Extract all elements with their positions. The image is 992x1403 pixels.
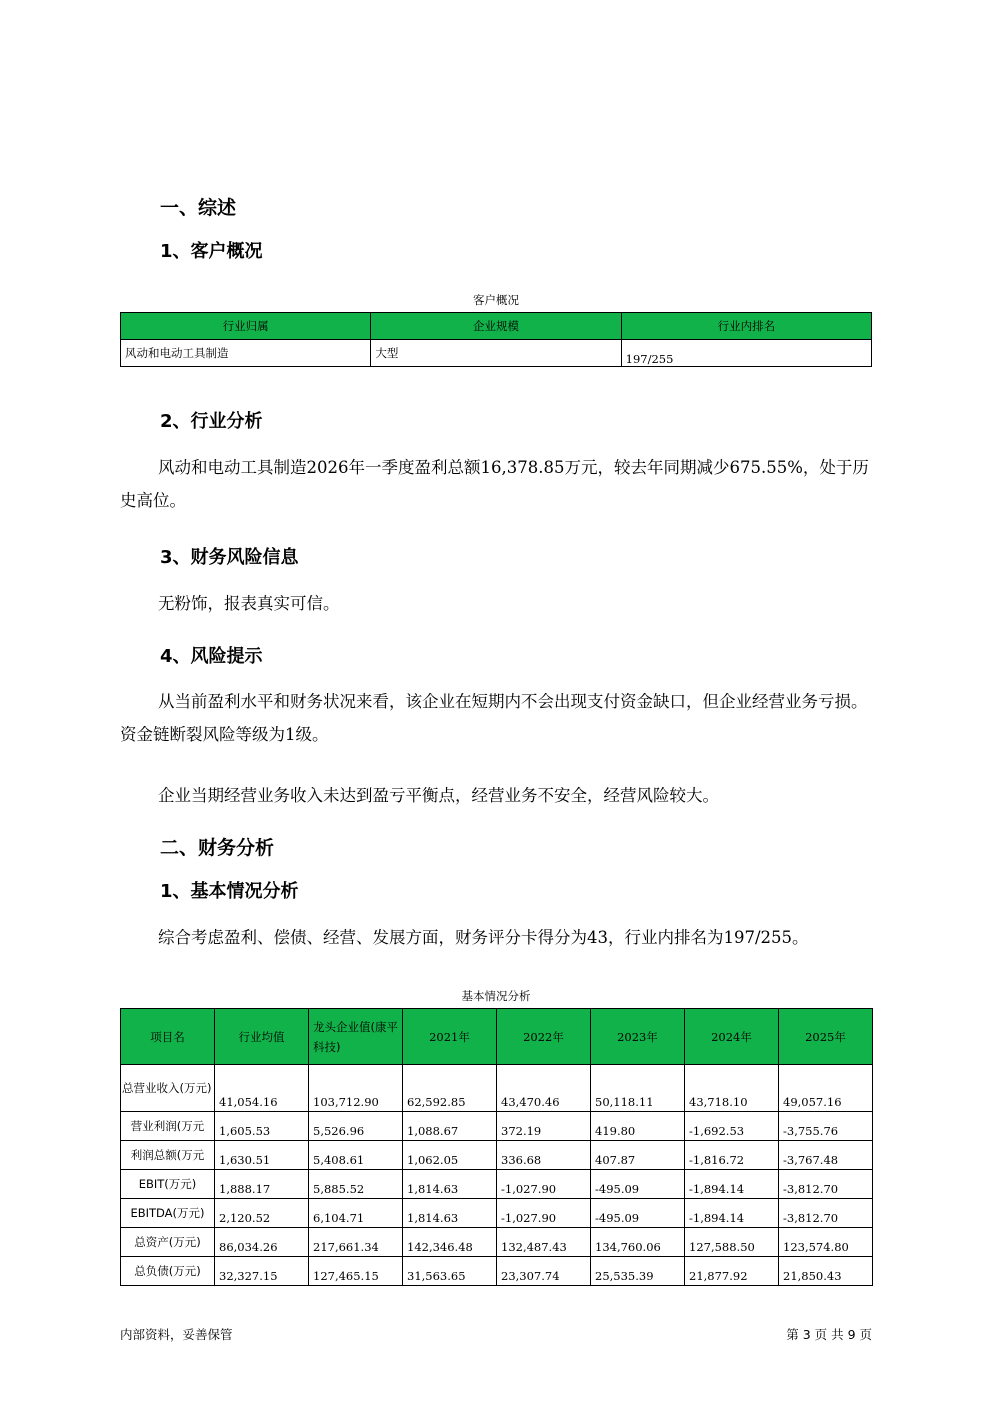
table-header-cell: 2025年 <box>779 1009 873 1065</box>
section-title-financial-analysis: 二、财务分析 <box>160 837 275 859</box>
risk-tip-paragraph-2: 企业当期经营业务收入未达到盈亏平衡点，经营业务不安全，经营风险较大。 <box>158 786 719 805</box>
table-header-row <box>121 1009 873 1065</box>
table-cell: 1,088.67 <box>403 1112 497 1141</box>
table-header-cell: 行业内排名 <box>621 313 871 340</box>
subsection-risk-tips: 4、风险提示 <box>160 646 263 667</box>
table-cell: 419.80 <box>591 1112 685 1141</box>
table-cell: 1,814.63 <box>403 1170 497 1199</box>
subsection-customer-overview: 1、客户概况 <box>160 241 263 262</box>
table-cell: 25,535.39 <box>591 1257 685 1286</box>
table-cell: 103,712.90 <box>309 1065 403 1112</box>
table-row <box>121 1170 873 1199</box>
table-row <box>121 1141 873 1170</box>
table-cell: 86,034.26 <box>215 1228 309 1257</box>
row-label-cell: 营业利润(万元 <box>121 1112 215 1141</box>
table-cell: -495.09 <box>591 1199 685 1228</box>
subsection-financial-risk: 3、财务风险信息 <box>160 547 299 568</box>
table-cell: 127,465.15 <box>309 1257 403 1286</box>
table-cell: 43,718.10 <box>685 1065 779 1112</box>
table-cell: 5,408.61 <box>309 1141 403 1170</box>
table-cell: 23,307.74 <box>497 1257 591 1286</box>
table-cell: 372.19 <box>497 1112 591 1141</box>
table-cell: 2,120.52 <box>215 1199 309 1228</box>
industry-paragraph: 风动和电动工具制造2026年一季度盈利总额16,378.85万元，较去年同期减少675.55%，处于历史高位。 <box>120 458 869 510</box>
table-header-cell: 2024年 <box>685 1009 779 1065</box>
row-label-cell: EBIT(万元) <box>121 1170 215 1199</box>
customer-table-caption: 客户概况 <box>473 293 519 307</box>
table-cell: -1,027.90 <box>497 1199 591 1228</box>
row-label-cell: 总资产(万元) <box>121 1228 215 1257</box>
table-cell: -495.09 <box>591 1170 685 1199</box>
table-cell: 49,057.16 <box>779 1065 873 1112</box>
table-cell: 6,104.71 <box>309 1199 403 1228</box>
table-cell: 5,885.52 <box>309 1170 403 1199</box>
footer-note: 内部资料，妥善保管 <box>120 1327 233 1342</box>
table-cell: 风动和电动工具制造 <box>121 340 371 367</box>
table-cell: -1,816.72 <box>685 1141 779 1170</box>
row-label-cell: EBITDA(万元) <box>121 1199 215 1228</box>
subsection-industry-analysis: 2、行业分析 <box>160 411 263 432</box>
table-row <box>121 1199 873 1228</box>
table-cell: 1,605.53 <box>215 1112 309 1141</box>
table-row <box>121 1257 873 1286</box>
table-cell: 1,630.51 <box>215 1141 309 1170</box>
table-cell: 62,592.85 <box>403 1065 497 1112</box>
table-cell: 21,850.43 <box>779 1257 873 1286</box>
table-cell: 32,327.15 <box>215 1257 309 1286</box>
subsection-basic-analysis: 1、基本情况分析 <box>160 881 299 902</box>
table-cell: -1,692.53 <box>685 1112 779 1141</box>
table-cell: 21,877.92 <box>685 1257 779 1286</box>
row-label-cell: 利润总额(万元 <box>121 1141 215 1170</box>
table-header-row <box>121 313 872 340</box>
risk-tip-paragraph-1: 从当前盈利水平和财务状况来看，该企业在短期内不会出现支付资金缺口，但企业经营业务亏损。资金链断裂风险等级为1级。 <box>120 692 868 744</box>
table-header-cell: 企业规模 <box>371 313 621 340</box>
table-header-cell: 行业均值 <box>215 1009 309 1065</box>
table-header-cell: 2022年 <box>497 1009 591 1065</box>
table-cell: 127,588.50 <box>685 1228 779 1257</box>
table-header-cell: 行业归属 <box>121 313 371 340</box>
table-cell: 43,470.46 <box>497 1065 591 1112</box>
table-cell: -3,767.48 <box>779 1141 873 1170</box>
table-cell: 1,062.05 <box>403 1141 497 1170</box>
table-cell: 123,574.80 <box>779 1228 873 1257</box>
table-row <box>121 340 872 367</box>
table-cell: 217,661.34 <box>309 1228 403 1257</box>
table-cell: 41,054.16 <box>215 1065 309 1112</box>
basic-analysis-paragraph: 综合考虑盈利、偿债、经营、发展方面，财务评分卡得分为43，行业内排名为197/255。 <box>158 928 809 947</box>
basic-analysis-table <box>120 1008 873 1286</box>
table-cell: 142,346.48 <box>403 1228 497 1257</box>
table-cell: -3,812.70 <box>779 1170 873 1199</box>
table-cell: -3,755.76 <box>779 1112 873 1141</box>
table-cell: 1,888.17 <box>215 1170 309 1199</box>
table-cell: 大型 <box>371 340 621 367</box>
table-header-cell: 2023年 <box>591 1009 685 1065</box>
table-cell: 134,760.06 <box>591 1228 685 1257</box>
table-cell: -1,894.14 <box>685 1199 779 1228</box>
section-title-overview: 一、综述 <box>160 197 237 219</box>
table-row <box>121 1228 873 1257</box>
table-cell: 5,526.96 <box>309 1112 403 1141</box>
table-cell: 336.68 <box>497 1141 591 1170</box>
risk-info-paragraph: 无粉饰，报表真实可信。 <box>158 594 340 613</box>
table-row <box>121 1112 873 1141</box>
customer-table <box>120 312 872 367</box>
table-cell: 50,118.11 <box>591 1065 685 1112</box>
table-cell: -1,027.90 <box>497 1170 591 1199</box>
footer-page-number: 第 3 页 共 9 页 <box>786 1327 872 1342</box>
table-cell: 1,814.63 <box>403 1199 497 1228</box>
table-row <box>121 1065 873 1112</box>
table-header-cell: 龙头企业值(康平科技) <box>309 1009 403 1065</box>
table-header-cell: 项目名 <box>121 1009 215 1065</box>
basic-table-caption: 基本情况分析 <box>461 989 531 1003</box>
table-cell: 407.87 <box>591 1141 685 1170</box>
table-cell: 197/255 <box>621 340 871 367</box>
table-cell: -3,812.70 <box>779 1199 873 1228</box>
row-label-cell: 总负债(万元) <box>121 1257 215 1286</box>
table-header-cell: 2021年 <box>403 1009 497 1065</box>
row-label-cell: 总营业收入(万元) <box>121 1065 215 1112</box>
table-cell: 132,487.43 <box>497 1228 591 1257</box>
table-cell: 31,563.65 <box>403 1257 497 1286</box>
table-cell: -1,894.14 <box>685 1170 779 1199</box>
